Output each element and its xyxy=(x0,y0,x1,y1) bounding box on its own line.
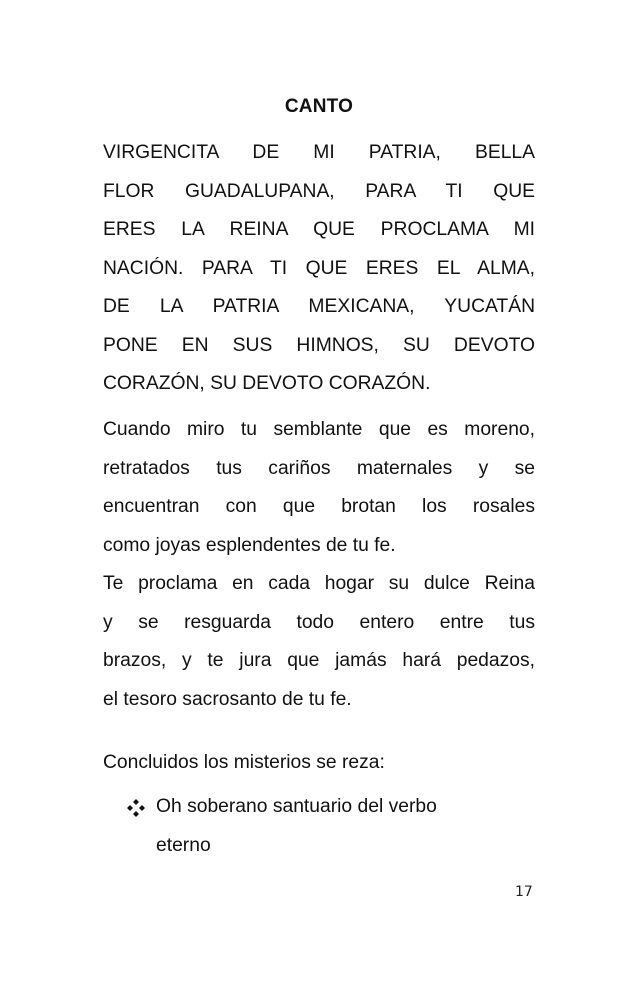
stanza-line: encuentran con que brotan los rosales xyxy=(103,496,535,517)
stanza-two xyxy=(103,565,535,719)
four-diamond-icon xyxy=(126,798,146,818)
prayer-bullet-item xyxy=(126,788,526,865)
section-title: CANTO xyxy=(284,96,354,117)
stanza-line: el tesoro sacrosanto de tu fe. xyxy=(103,688,352,710)
canto-line: CORAZÓN, SU DEVOTO CORAZÓN. xyxy=(103,373,431,394)
stanza-line: Cuando miro tu semblante que es moreno, xyxy=(103,419,535,440)
canto-verse xyxy=(103,134,535,404)
canto-line: ERES LA REINA QUE PROCLAMA MI xyxy=(103,219,535,240)
stanza-line: Te proclama en cada hogar su dulce Reina xyxy=(103,573,535,594)
bullet-line: eterno xyxy=(156,834,211,856)
canto-line: VIRGENCITA DE MI PATRIA, BELLA xyxy=(103,142,535,163)
canto-line: NACIÓN. PARA TI QUE ERES EL ALMA, xyxy=(103,257,535,279)
page-number: 17 xyxy=(515,884,533,900)
conclusion-instruction: Concluidos los misterios se reza: xyxy=(103,752,385,773)
stanza-one xyxy=(103,411,535,565)
stanza-line: y se resguarda todo entero entre tus xyxy=(103,611,535,633)
canto-line: DE LA PATRIA MEXICANA, YUCATÁN xyxy=(103,296,535,317)
canto-line: PONE EN SUS HIMNOS, SU DEVOTO xyxy=(103,334,535,356)
stanza-line: brazos, y te jura que jamás hará pedazos, xyxy=(103,650,535,671)
bullet-line: Oh soberano santuario del verbo xyxy=(156,796,437,817)
stanza-line: como joyas esplendentes de tu fe. xyxy=(103,534,396,556)
canto-line: FLOR GUADALUPANA, PARA TI QUE xyxy=(103,180,535,202)
stanza-line: retratados tus cariños maternales y se xyxy=(103,457,535,479)
